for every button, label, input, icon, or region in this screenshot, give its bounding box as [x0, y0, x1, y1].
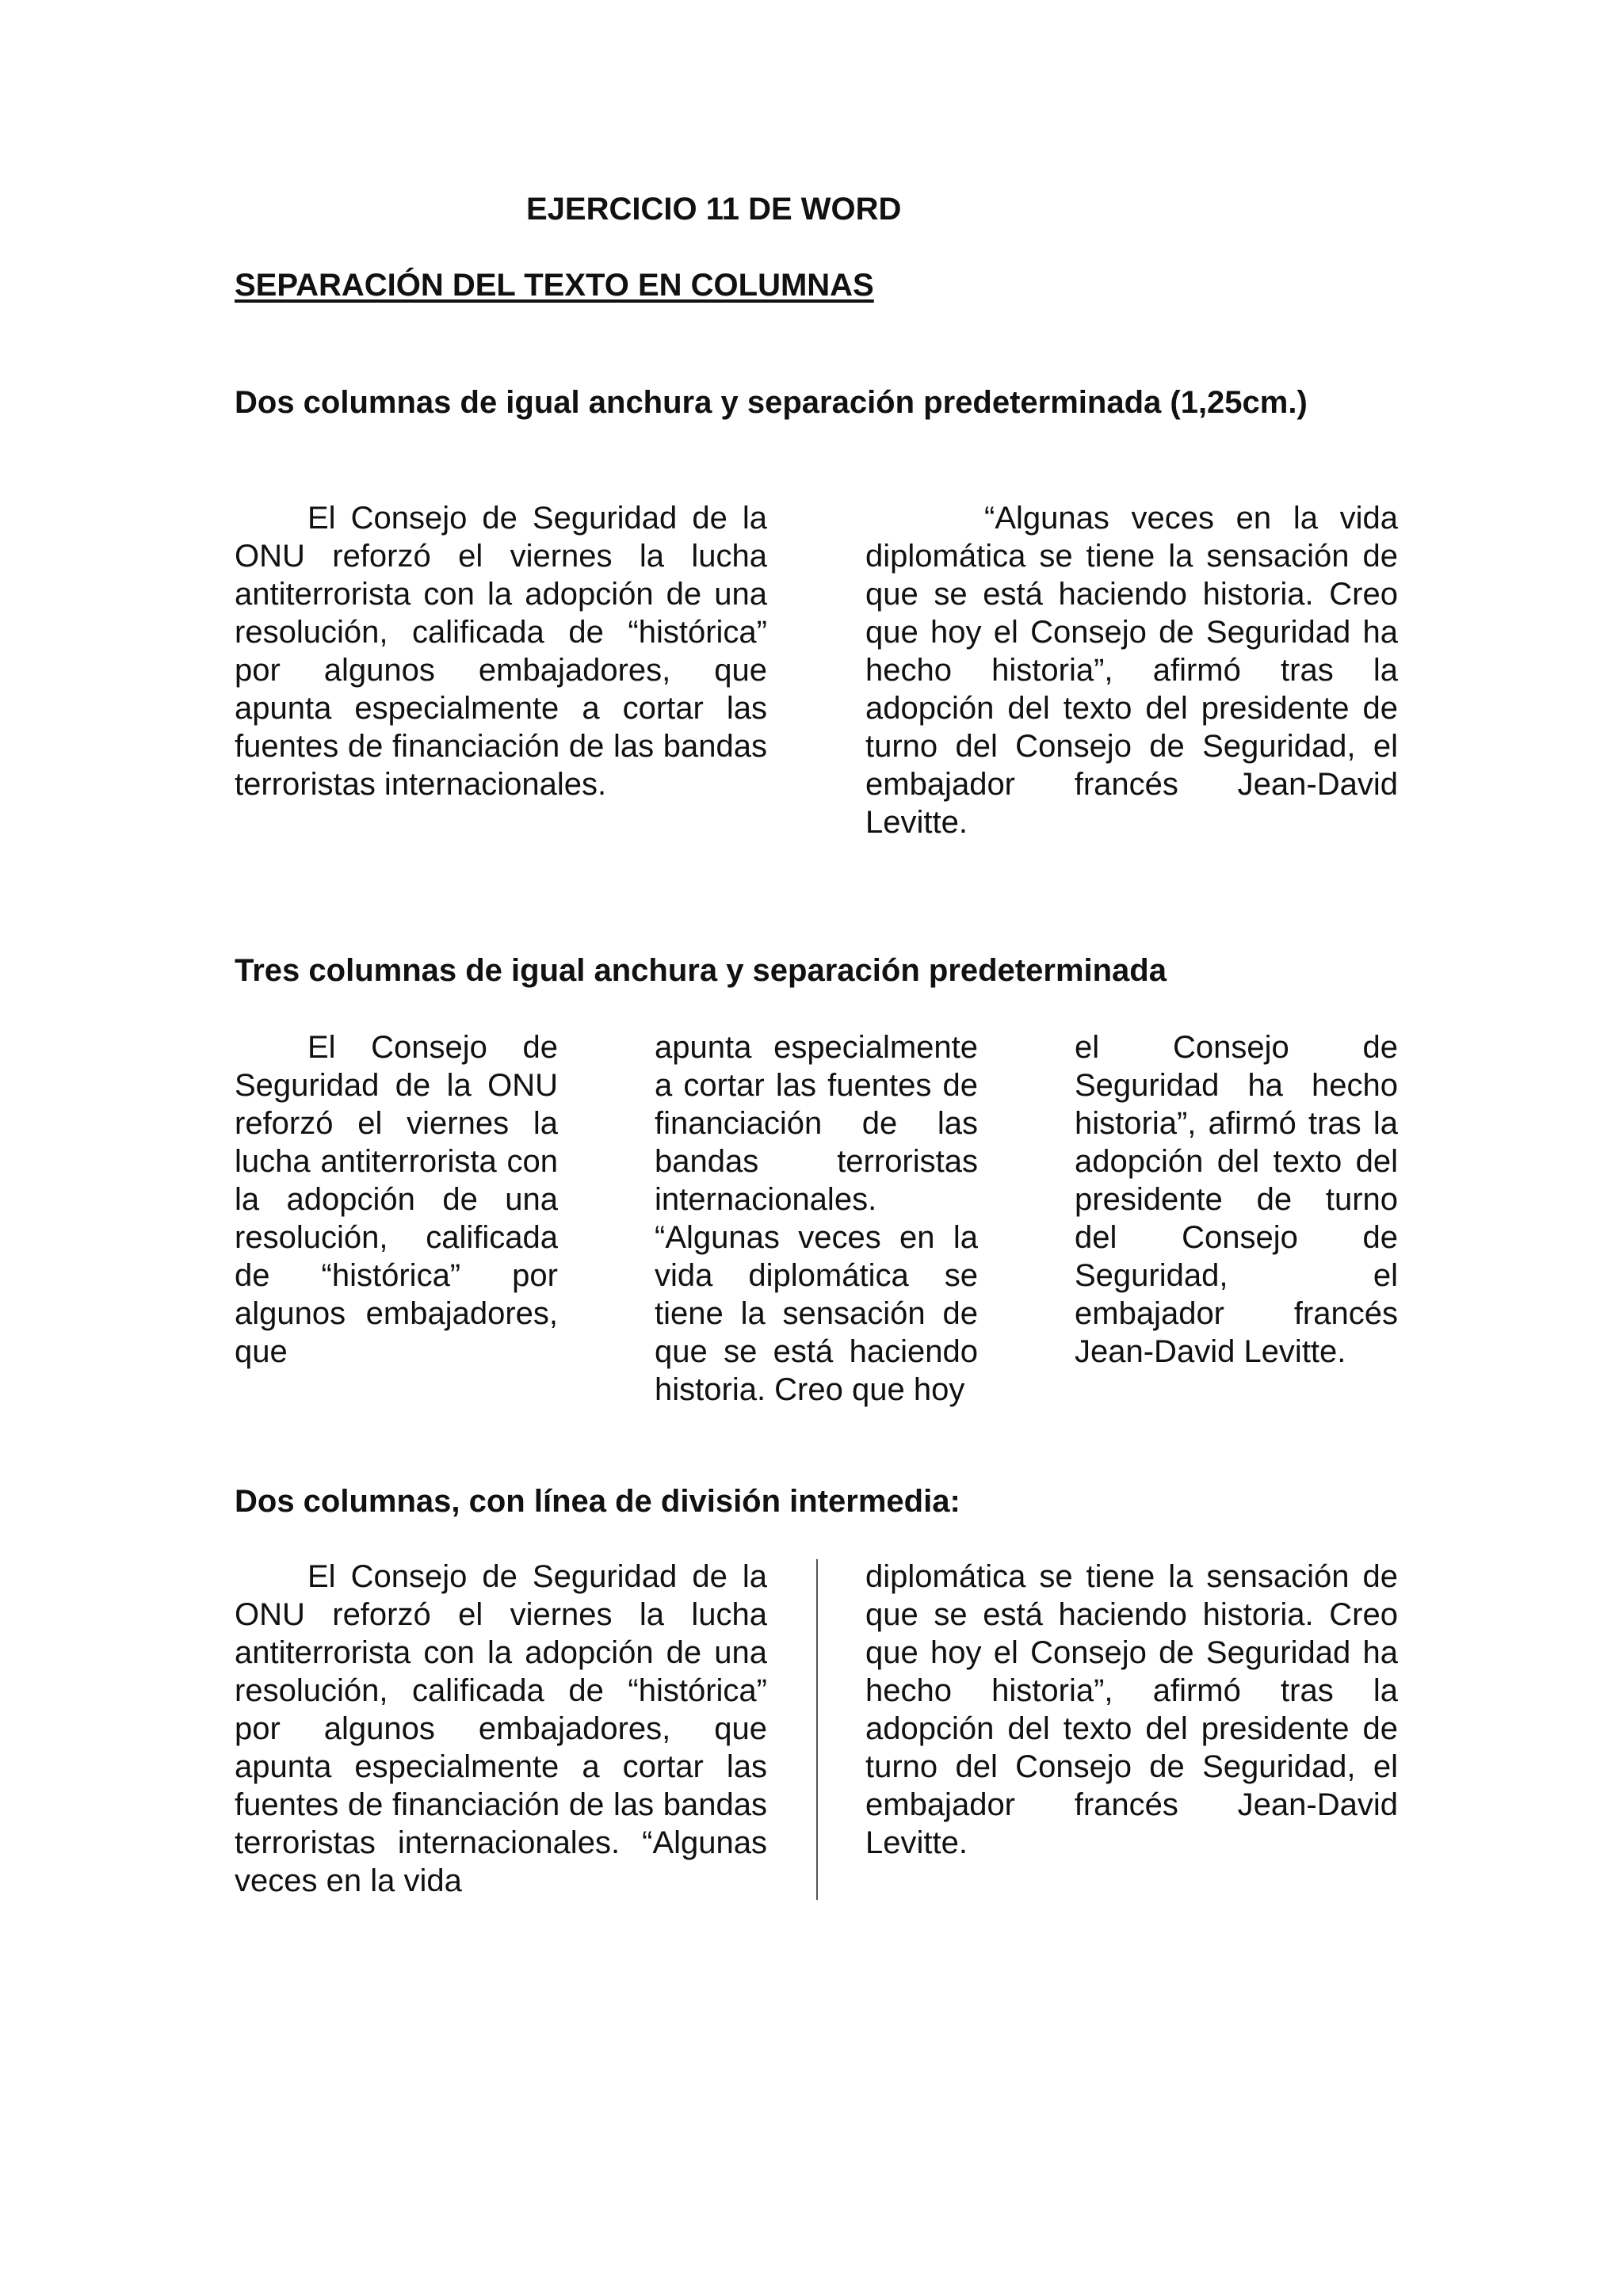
section3-column-1: El Consejo de Seguridad de la ONU reforzó el viernes la lucha antiterrorista con la adopción de una resolución, calificada de “histórica” por algunos embajadores, que apunta especialmente a cortar las fuentes de financiación de las bandas terroristas internacionales. “Algunas veces en la vida — [235, 1559, 767, 1898]
section2-column-3: el Consejo de Seguridad ha hecho historia”, afirmó tras la adopción del texto del presidente de turno del Consejo de Seguridad, el embajador francés Jean-David Levitte. — [1075, 1030, 1398, 1369]
column-divider-line — [816, 1559, 818, 1900]
page-title: EJERCICIO 11 DE WORD — [526, 192, 902, 227]
section3-column-2: diplomática se tiene la sensación de que se está haciendo historia. Creo que hoy el Consejo de Seguridad ha hecho historia”, afirmó tras la adopción del texto del presidente de turno del Consejo de Seguridad, el embajador francés Jean-David Levitte. — [865, 1559, 1398, 1860]
section2-heading: Tres columnas de igual anchura y separación predeterminada — [235, 953, 1167, 988]
section1-heading: Dos columnas de igual anchura y separación predeterminada (1,25cm.) — [235, 385, 1308, 420]
page-subtitle: SEPARACIÓN DEL TEXTO EN COLUMNAS — [235, 268, 874, 303]
section2-column-2: apunta especialmente a cortar las fuentes de financiación de las bandas terroristas internacionales. “Algunas veces en la vida diplomática se tiene la sensación de que se está haciendo historia. Creo que hoy — [655, 1030, 978, 1407]
section1-column-2: “Algunas veces en la vida diplomática se tiene la sensación de que se está haciendo historia. Creo que hoy el Consejo de Seguridad ha hecho historia”, afirmó tras la adopción del texto del presidente de turno del Consejo de Seguridad, el embajador francés Jean-David Levitte. — [865, 501, 1398, 840]
section2-column-1: El Consejo de Seguridad de la ONU reforzó el viernes la lucha antiterrorista con la adopción de una resolución, calificada de “histórica” por algunos embajadores, que — [235, 1030, 558, 1369]
section3-heading: Dos columnas, con línea de división intermedia: — [235, 1484, 960, 1519]
section1-column-1: El Consejo de Seguridad de la ONU reforzó el viernes la lucha antiterrorista con la adopción de una resolución, calificada de “histórica” por algunos embajadores, que apunta especialmente a cortar las fuentes de financiación de las bandas terroristas internacionales. — [235, 501, 767, 802]
